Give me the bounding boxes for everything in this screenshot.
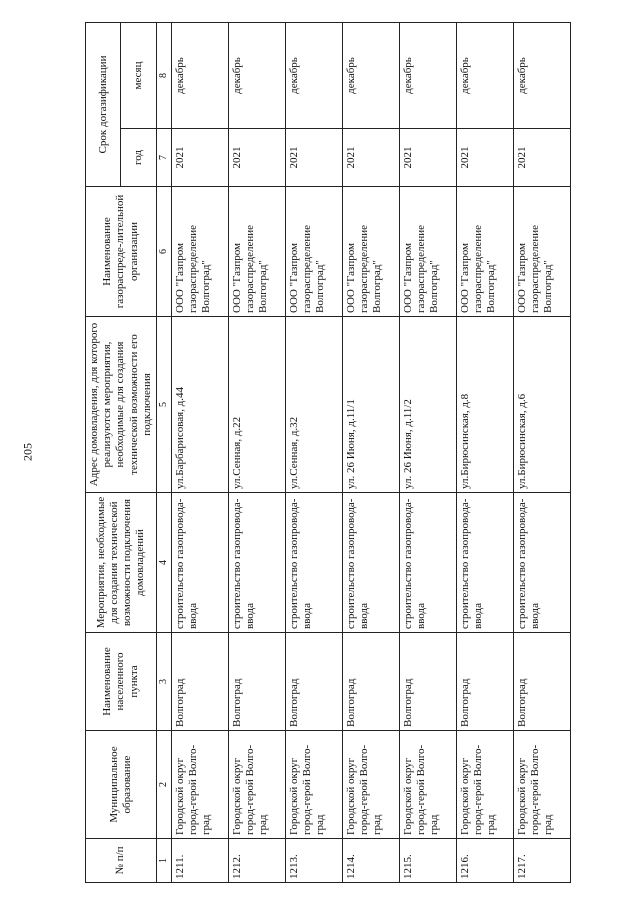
row-number: 1217. xyxy=(513,838,570,882)
month-cell: декабрь xyxy=(171,22,228,128)
settlement-cell: Волгоград xyxy=(513,632,570,730)
column-number: 7 xyxy=(156,128,171,186)
measure-cell: строительство газопровода-ввода xyxy=(456,492,513,632)
column-number: 3 xyxy=(156,632,171,730)
column-number: 4 xyxy=(156,492,171,632)
header-address: Адрес домовладения, для которого реализуются мероприятия, необходимые для создания технической возможности его подключения xyxy=(86,316,157,492)
municipality-cell: Городской округ город-герой Волго-град xyxy=(342,730,399,838)
year-cell: 2021 xyxy=(228,128,285,186)
header-year: год xyxy=(121,128,156,186)
column-number: 5 xyxy=(156,316,171,492)
organization-cell: ООО "Газпром газораспределение Волгоград" xyxy=(513,186,570,316)
year-cell: 2021 xyxy=(342,128,399,186)
table-row xyxy=(456,22,513,882)
municipality-cell: Городской округ город-герой Волго-град xyxy=(228,730,285,838)
column-number-row xyxy=(156,22,171,882)
month-cell: декабрь xyxy=(228,22,285,128)
row-number: 1216. xyxy=(456,838,513,882)
table-row xyxy=(228,22,285,882)
measure-cell: строительство газопровода-ввода xyxy=(513,492,570,632)
column-number: 2 xyxy=(156,730,171,838)
organization-cell: ООО "Газпром газораспределение Волгоград" xyxy=(285,186,342,316)
table-row xyxy=(171,22,228,882)
rotated-page xyxy=(85,23,555,883)
organization-cell: ООО "Газпром газораспределение Волгоград" xyxy=(171,186,228,316)
table-row xyxy=(285,22,342,882)
header-municipality: Муниципальное образование xyxy=(86,730,157,838)
settlement-cell: Волгоград xyxy=(456,632,513,730)
row-number: 1215. xyxy=(399,838,456,882)
municipality-cell: Городской округ город-герой Волго-град xyxy=(456,730,513,838)
row-number: 1212. xyxy=(228,838,285,882)
year-cell: 2021 xyxy=(285,128,342,186)
table-body xyxy=(171,22,570,882)
year-cell: 2021 xyxy=(513,128,570,186)
year-cell: 2021 xyxy=(171,128,228,186)
year-cell: 2021 xyxy=(399,128,456,186)
row-number: 1211. xyxy=(171,838,228,882)
settlement-cell: Волгоград xyxy=(399,632,456,730)
settlement-cell: Волгоград xyxy=(228,632,285,730)
month-cell: декабрь xyxy=(342,22,399,128)
column-number: 1 xyxy=(156,838,171,882)
year-cell: 2021 xyxy=(456,128,513,186)
header-month: месяц xyxy=(121,22,156,128)
address-cell: ул.Бирюсинская, д.6 xyxy=(513,316,570,492)
row-number: 1213. xyxy=(285,838,342,882)
month-cell: декабрь xyxy=(285,22,342,128)
organization-cell: ООО "Газпром газораспределение Волгоград" xyxy=(456,186,513,316)
address-cell: ул.Бирюсинская, д.8 xyxy=(456,316,513,492)
settlement-cell: Волгоград xyxy=(285,632,342,730)
address-cell: ул. 26 Июня, д.11/1 xyxy=(342,316,399,492)
measure-cell: строительство газопровода-ввода xyxy=(228,492,285,632)
address-cell: ул.Сенная, д.32 xyxy=(285,316,342,492)
month-cell: декабрь xyxy=(513,22,570,128)
address-cell: ул.Барбарисовая, д.44 xyxy=(171,316,228,492)
measure-cell: строительство газопровода-ввода xyxy=(342,492,399,632)
municipality-cell: Городской округ город-герой Волго-град xyxy=(399,730,456,838)
table-row xyxy=(342,22,399,882)
measure-cell: строительство газопровода-ввода xyxy=(171,492,228,632)
organization-cell: ООО "Газпром газораспределение Волгоград" xyxy=(228,186,285,316)
address-cell: ул.Сенная, д.22 xyxy=(228,316,285,492)
header-organization: Наименование газораспреде-лительной организации xyxy=(86,186,157,316)
table-row xyxy=(513,22,570,882)
measure-cell: строительство газопровода-ввода xyxy=(399,492,456,632)
table-row xyxy=(399,22,456,882)
organization-cell: ООО "Газпром газораспределение Волгоград" xyxy=(399,186,456,316)
organization-cell: ООО "Газпром газораспределение Волгоград" xyxy=(342,186,399,316)
row-number: 1214. xyxy=(342,838,399,882)
municipality-cell: Городской округ город-герой Волго-град xyxy=(171,730,228,838)
header-measures: Мероприятия, необходимые для создания технической возможности подключения домовладений xyxy=(86,492,157,632)
gasification-table xyxy=(85,21,571,882)
column-number: 6 xyxy=(156,186,171,316)
month-cell: декабрь xyxy=(399,22,456,128)
municipality-cell: Городской округ город-герой Волго-град xyxy=(285,730,342,838)
municipality-cell: Городской округ город-герой Волго-град xyxy=(513,730,570,838)
month-cell: декабрь xyxy=(456,22,513,128)
settlement-cell: Волгоград xyxy=(171,632,228,730)
settlement-cell: Волгоград xyxy=(342,632,399,730)
measure-cell: строительство газопровода-ввода xyxy=(285,492,342,632)
header-deadline: Срок догазификации xyxy=(86,22,121,186)
page-number: 205 xyxy=(20,443,35,461)
header-settlement: Наименование населенного пункта xyxy=(86,632,157,730)
address-cell: ул. 26 Июня, д.11/2 xyxy=(399,316,456,492)
header-number: № п/п xyxy=(86,838,157,882)
column-number: 8 xyxy=(156,22,171,128)
